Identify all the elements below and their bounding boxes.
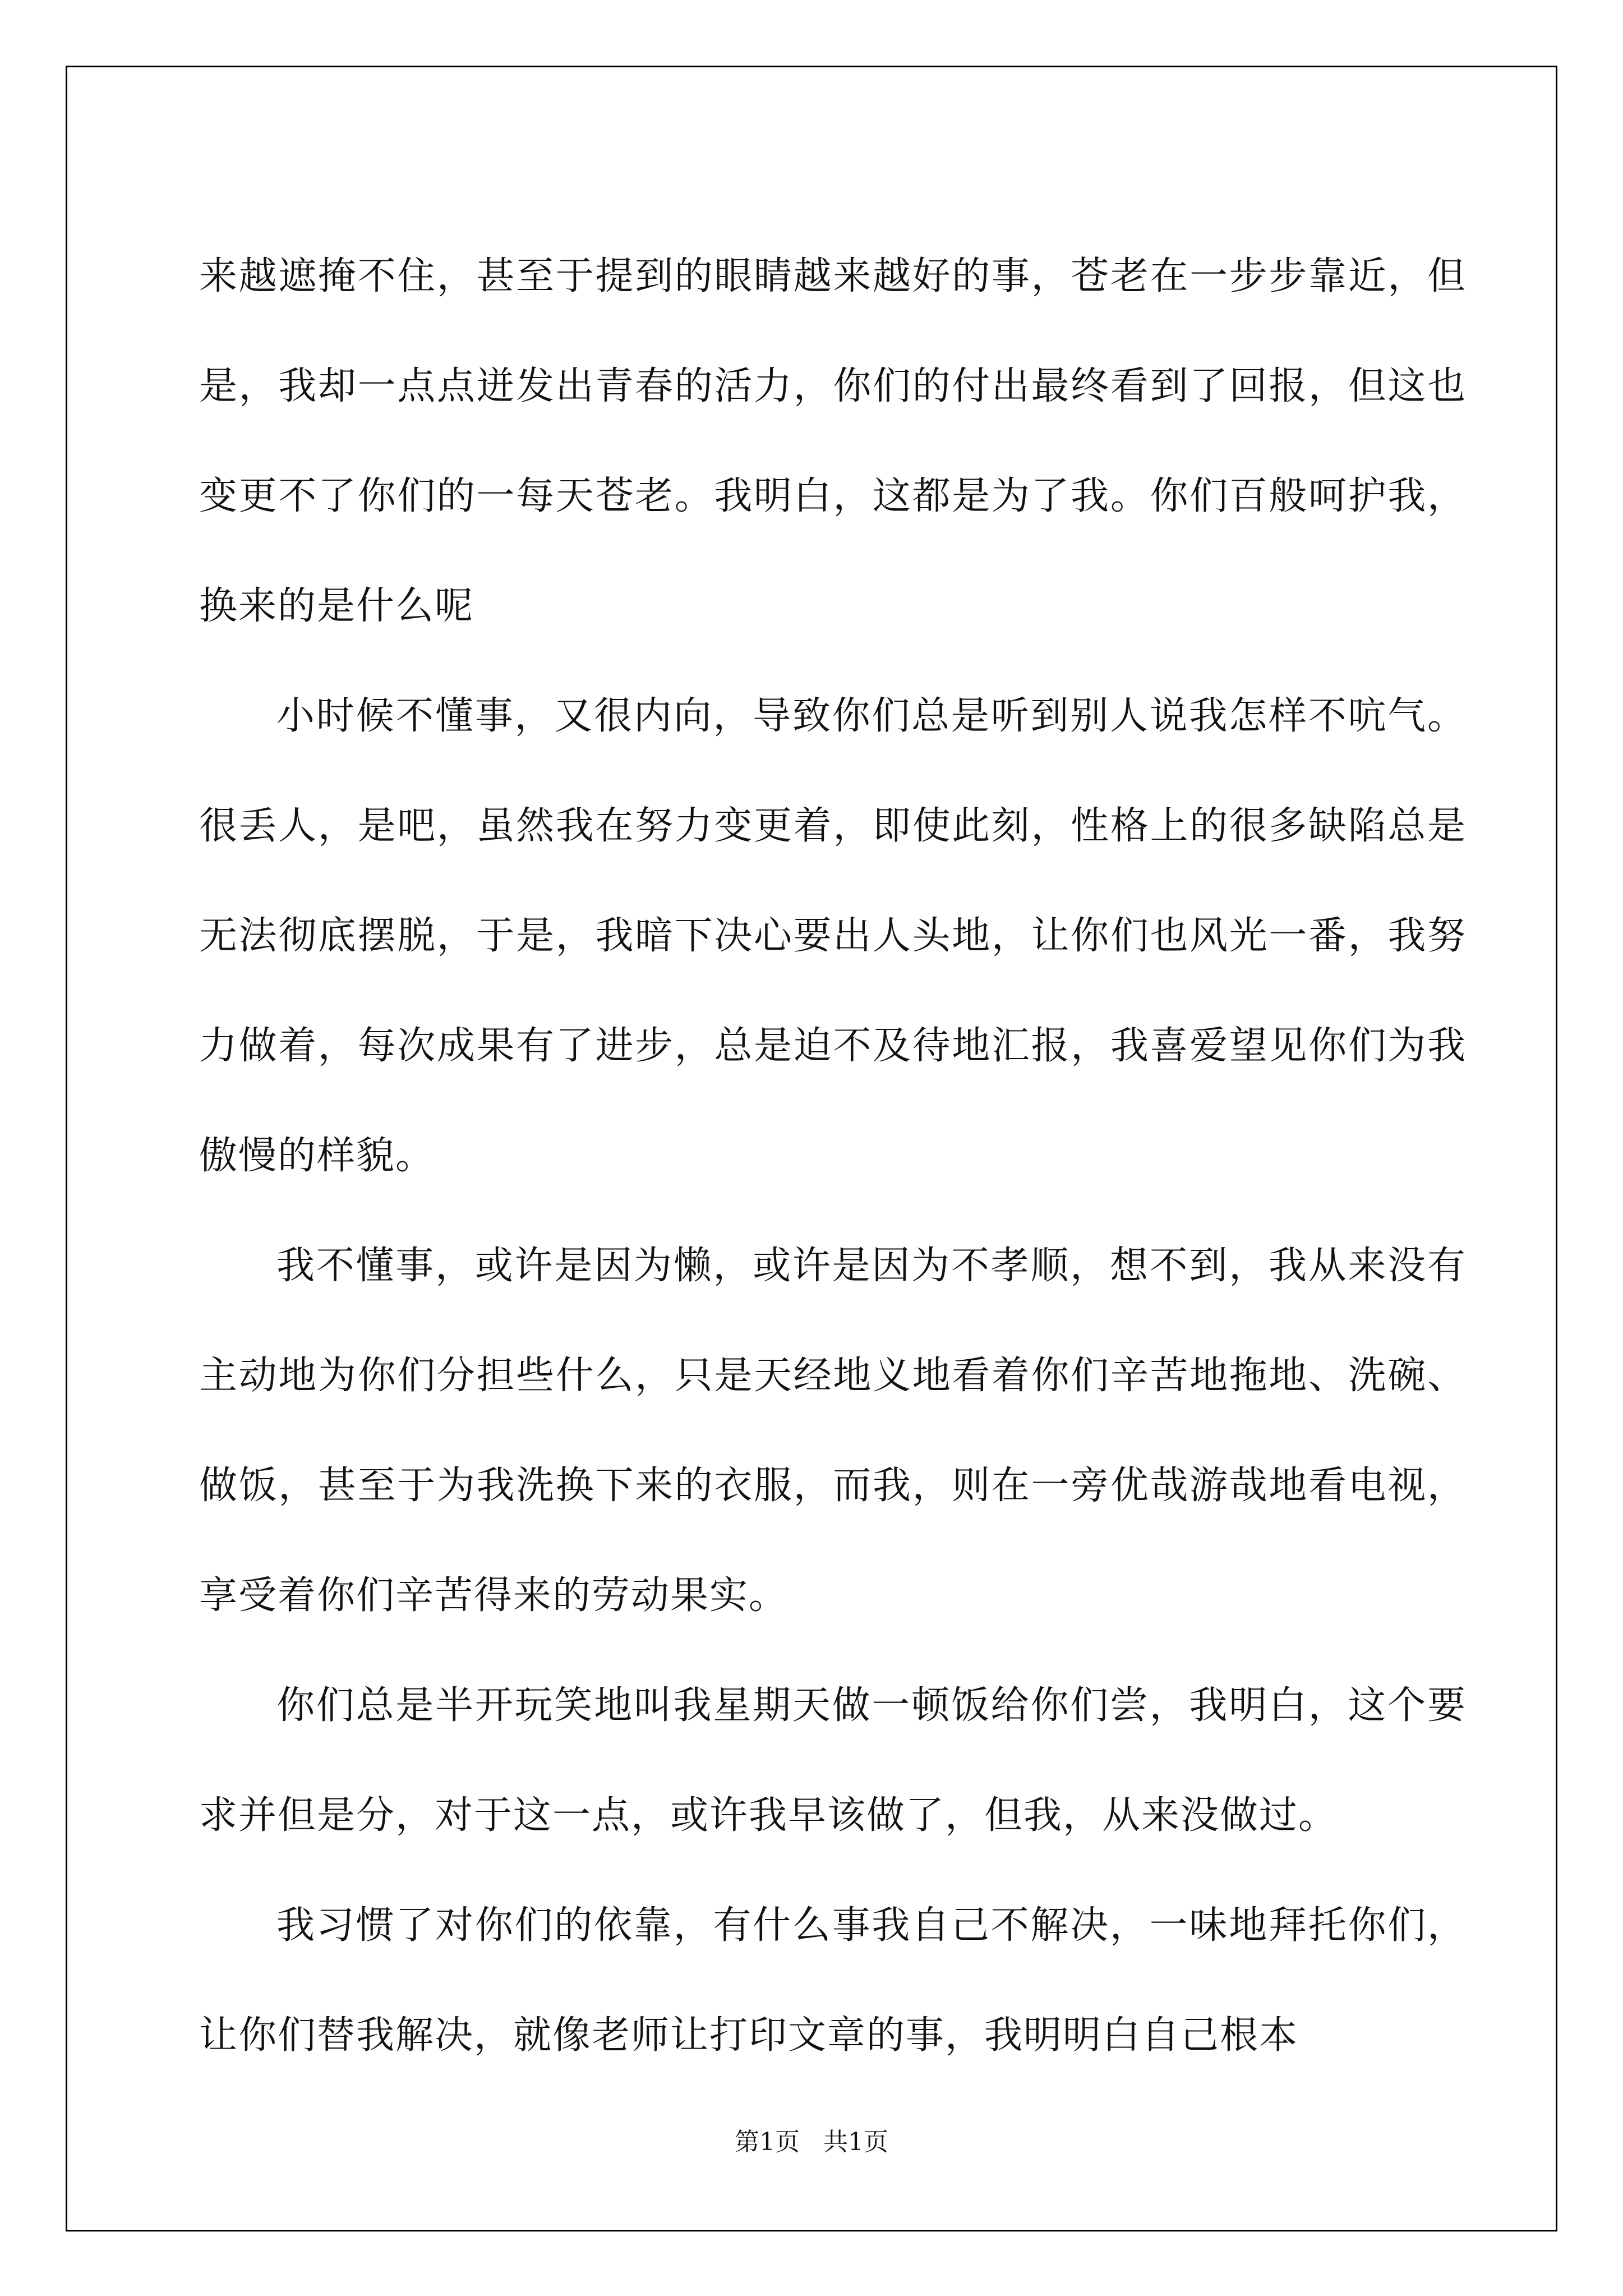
document-body	[199, 222, 1467, 2091]
paragraph-5: 我习惯了对你们的依靠，有什么事我自己不解决，一味地拜托你们，让你们替我解决，就像老师让打印文章的事，我明明白自己根本	[199, 1903, 1467, 2058]
page-number-footer: 第1页 共1页	[735, 2128, 888, 2156]
paragraph-1: 来越遮掩不住，甚至于提到的眼睛越来越好的事，苍老在一步步靠近，但是，我却一点点迸发出青春的活力，你们的付出最终看到了回报，但这也变更不了你们的一每天苍老。我明白，这都是为了我。你们百般呵护我，换来的是什么呢	[199, 254, 1467, 628]
paragraph-2: 小时候不懂事，又很内向，导致你们总是听到别人说我怎样不吭气。很丢人，是吧，虽然我在努力变更着，即使此刻，性格上的很多缺陷总是无法彻底摆脱，于是，我暗下决心要出人头地，让你们也风光一番，我努力做着，每次成果有了进步，总是迫不及待地汇报，我喜爱望见你们为我傲慢的样貌。	[199, 694, 1467, 1178]
paragraph-3: 我不懂事，或许是因为懒，或许是因为不孝顺，想不到，我从来没有主动地为你们分担些什么，只是天经地义地看着你们辛苦地拖地、洗碗、做饭，甚至于为我洗换下来的衣服，而我，则在一旁优哉游哉地看电视，享受着你们辛苦得来的劳动果实。	[199, 1244, 1467, 1618]
paragraph-4: 你们总是半开玩笑地叫我星期天做一顿饭给你们尝，我明白，这个要求并但是分，对于这一点，或许我早该做了，但我，从来没做过。	[199, 1683, 1467, 1838]
